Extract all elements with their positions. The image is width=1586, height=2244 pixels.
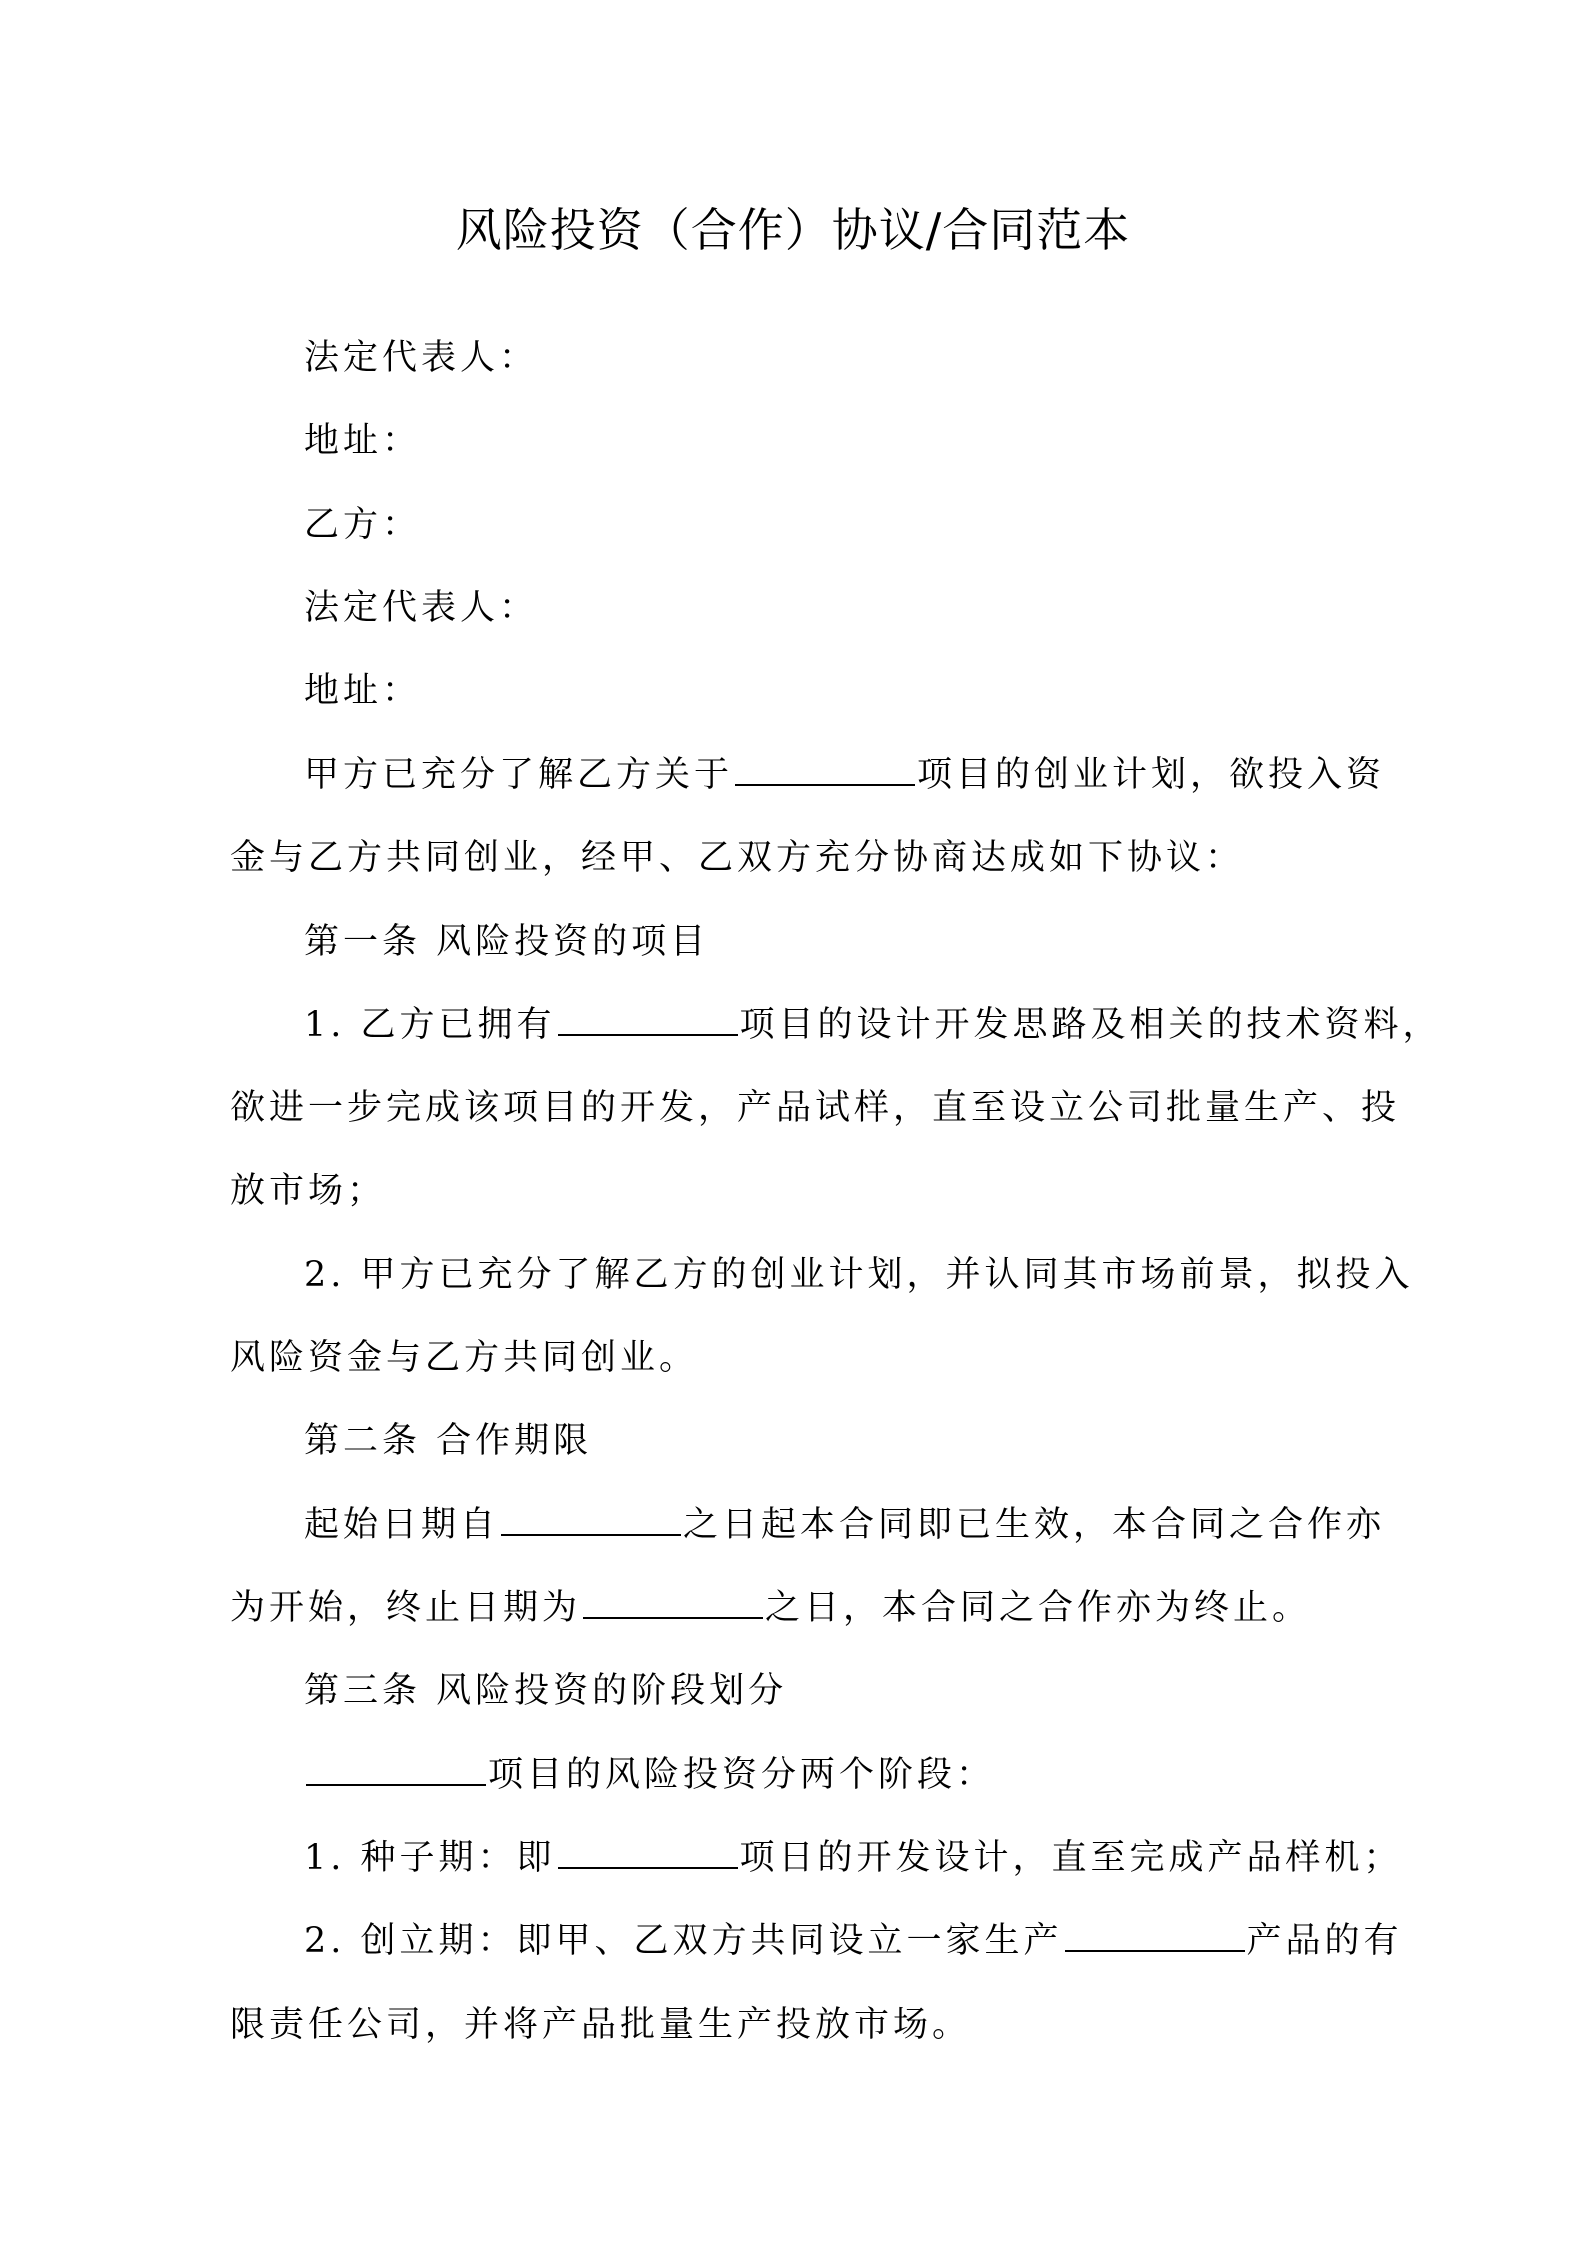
party-b-representative: 法定代表人： <box>304 588 539 628</box>
party-b-address: 地址： <box>304 671 422 711</box>
article-3-heading: 第三条 风险投资的阶段划分 <box>304 1671 788 1711</box>
document-title: 风险投资（合作）协议/合同范本 <box>455 203 1131 257</box>
article-3-intro: 项目的风险投资分两个阶段： <box>304 1750 995 1800</box>
article-1-heading: 第一条 风险投资的项目 <box>304 922 710 962</box>
article-2-heading: 第二条 合作期限 <box>304 1421 593 1461</box>
article-1-p1-line-2: 欲进一步完成该项目的开发，产品试样，直至设立公司批量生产、投 <box>230 1088 1401 1128</box>
blank-field <box>583 1583 763 1619</box>
blank-field <box>501 1500 681 1536</box>
article-3-p1: 1. 种子期：即 项日的开发设计，直至完成产品样机； <box>304 1833 1403 1883</box>
article-1-p1-line-3: 放市场； <box>230 1171 387 1211</box>
blank-field <box>306 1750 486 1786</box>
article-1-p2-line-1: 2. 甲方已充分了解乙方的创业计划，并认同其市场前景，拟投入 <box>304 1255 1414 1295</box>
article-2-line-1: 起始日期自 之日起本合同即已生效，本合同之合作亦 <box>304 1500 1385 1550</box>
preamble-line-2: 金与乙方共同创业，经甲、乙双方充分协商达成如下协议： <box>230 838 1245 878</box>
preamble-line-1: 甲方已充分了解乙方关于 项目的创业计划，欲投入资 <box>304 750 1385 800</box>
blank-field <box>735 750 915 786</box>
article-3-p2-line-2: 限责任公司，并将产品批量生产投放市场。 <box>230 2005 972 2045</box>
party-a-representative: 法定代表人： <box>304 338 539 378</box>
party-b: 乙方： <box>304 505 422 545</box>
party-a-address: 地址： <box>304 421 422 461</box>
blank-field <box>558 1833 738 1869</box>
article-2-line-2: 为开始，终止日期为 之日，本合同之合作亦为终止。 <box>230 1583 1311 1633</box>
blank-field <box>1065 1916 1245 1952</box>
blank-field <box>558 1000 738 1036</box>
article-1-p2-line-2: 风险资金与乙方共同创业。 <box>230 1338 699 1378</box>
article-1-p1-line-1: 1. 乙方已拥有 项目的设计开发思路及相关的技术资料， <box>304 1000 1442 1050</box>
article-3-p2-line-1: 2. 创立期：即甲、乙双方共同设立一家生产 产品的有 <box>304 1916 1403 1966</box>
